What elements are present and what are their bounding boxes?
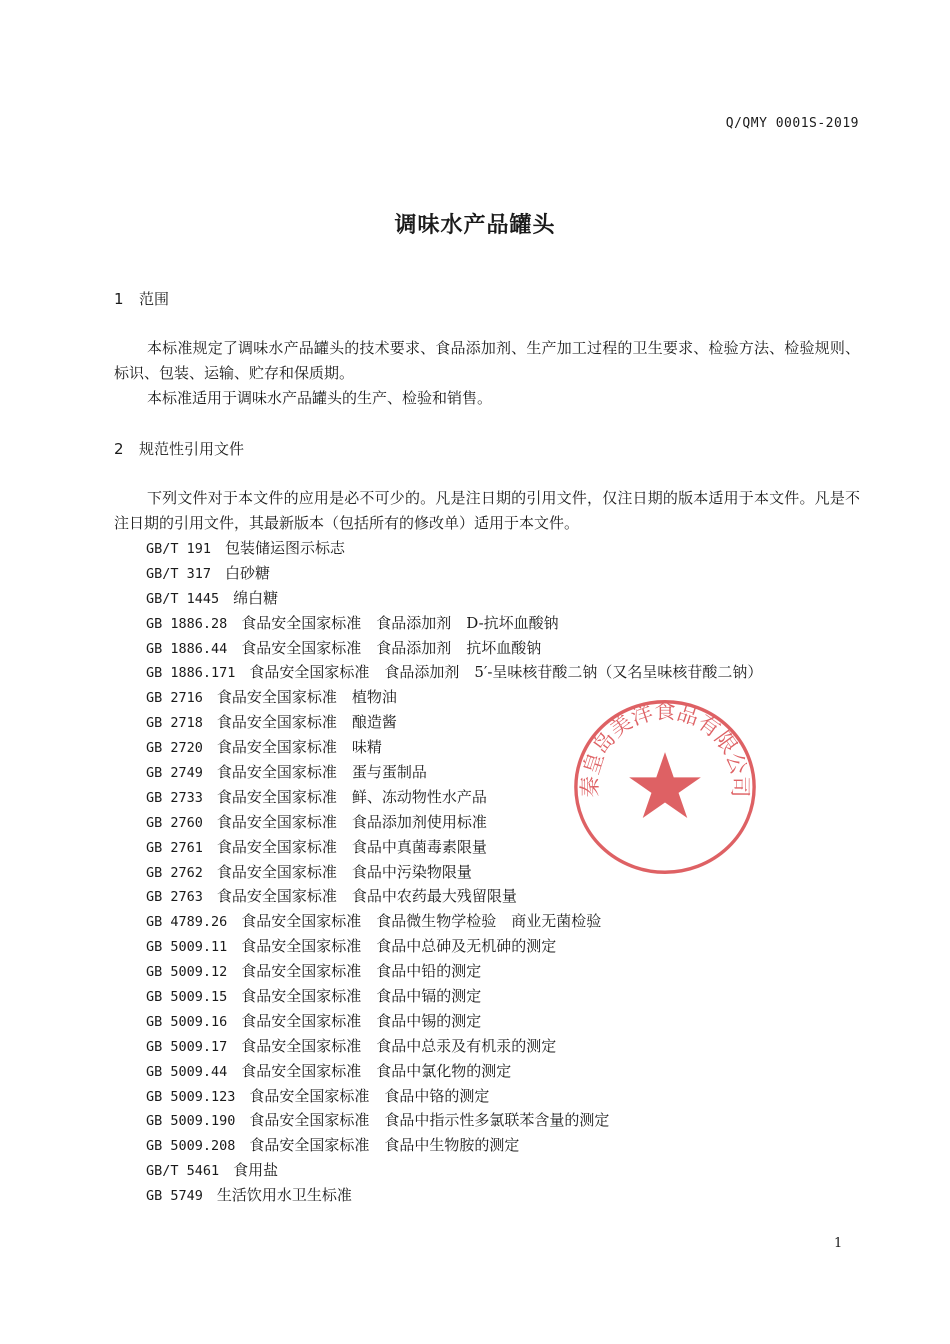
reference-item bbox=[146, 884, 762, 909]
reference-title: 食品安全国家标准 食品添加剂 5′-呈味核苷酸二钠（又名呈味核苷酸二钠） bbox=[249, 663, 763, 682]
section-2-heading bbox=[114, 438, 244, 459]
reference-title: 包装储运图示标志 bbox=[225, 539, 346, 557]
reference-item bbox=[146, 1133, 762, 1158]
reference-code: GB 5009.190 bbox=[146, 1113, 236, 1130]
reference-code: GB 5009.11 bbox=[146, 939, 228, 956]
reference-code: GB 2733 bbox=[146, 789, 203, 806]
reference-code: GB 5009.12 bbox=[146, 964, 228, 981]
reference-title: 食用盐 bbox=[233, 1161, 279, 1180]
reference-title: 食品安全国家标准 食品微生物学检验 商业无菌检验 bbox=[241, 912, 602, 931]
reference-item bbox=[146, 1084, 762, 1109]
reference-code: GB 5009.123 bbox=[146, 1088, 236, 1105]
reference-item bbox=[146, 1183, 762, 1208]
section-number: 2 bbox=[114, 440, 124, 458]
reference-title: 食品安全国家标准 食品中锡的测定 bbox=[241, 1011, 482, 1030]
references-intro-paragraph: 下列文件对于本文件的应用是必不可少的。凡是注日期的引用文件，仅注日期的版本适用于本文件。凡是不注日期的引用文件，其最新版本（包括所有的修改单）适用于本文件。 bbox=[114, 489, 860, 532]
reference-code: GB 2720 bbox=[146, 740, 203, 757]
reference-code: GB/T 5461 bbox=[146, 1163, 220, 1180]
reference-title: 食品安全国家标准 食品中镉的测定 bbox=[241, 987, 482, 1006]
reference-item bbox=[146, 909, 762, 934]
reference-title: 食品安全国家标准 酿造酱 bbox=[216, 713, 397, 732]
reference-title: 食品安全国家标准 食品中农药最大残留限量 bbox=[216, 887, 517, 906]
reference-code: GB 5009.15 bbox=[146, 989, 228, 1006]
reference-item bbox=[146, 586, 762, 611]
seal-star-icon bbox=[629, 752, 701, 818]
reference-code: GB 2718 bbox=[146, 715, 203, 732]
scope-paragraph-1: 本标准规定了调味水产品罐头的技术要求、食品添加剂、生产加工过程的卫生要求、检验方法、检验规则、标识、包装、运输、贮存和保质期。 bbox=[114, 339, 860, 382]
reference-title: 食品安全国家标准 食品中铅的测定 bbox=[241, 962, 482, 981]
reference-title: 食品安全国家标准 鲜、冻动物性水产品 bbox=[216, 787, 487, 806]
reference-title: 食品安全国家标准 食品中生物胺的测定 bbox=[249, 1136, 520, 1155]
reference-item bbox=[146, 1108, 762, 1133]
reference-code: GB 5009.16 bbox=[146, 1013, 228, 1030]
reference-code: GB 2762 bbox=[146, 864, 203, 881]
reference-title: 食品安全国家标准 食品中总汞及有机汞的测定 bbox=[241, 1036, 557, 1055]
reference-code: GB/T 191 bbox=[146, 541, 212, 557]
reference-title: 食品安全国家标准 味精 bbox=[216, 738, 382, 757]
reference-title: 食品安全国家标准 食品中真菌毒素限量 bbox=[216, 837, 487, 856]
reference-code: GB 5009.17 bbox=[146, 1038, 228, 1055]
scope-paragraph-2: 本标准适用于调味水产品罐头的生产、检验和销售。 bbox=[147, 389, 493, 407]
reference-code: GB 1886.171 bbox=[146, 665, 236, 682]
reference-item bbox=[146, 660, 762, 685]
reference-code: GB 5009.44 bbox=[146, 1063, 228, 1080]
reference-title: 食品安全国家标准 食品添加剂 D-抗坏血酸钠 bbox=[241, 613, 559, 632]
reference-item bbox=[146, 934, 762, 959]
reference-item bbox=[146, 984, 762, 1009]
reference-item bbox=[146, 959, 762, 984]
reference-item bbox=[146, 1059, 762, 1084]
reference-title: 食品安全国家标准 蛋与蛋制品 bbox=[216, 763, 427, 782]
section-number: 1 bbox=[114, 290, 124, 308]
reference-title: 食品安全国家标准 食品中总砷及无机砷的测定 bbox=[241, 937, 557, 956]
reference-code: GB 5009.208 bbox=[146, 1138, 236, 1155]
reference-code: GB 2749 bbox=[146, 765, 203, 782]
reference-item bbox=[146, 1009, 762, 1034]
reference-code: GB 2761 bbox=[146, 839, 203, 856]
reference-item bbox=[146, 1158, 762, 1183]
reference-code: GB 1886.28 bbox=[146, 615, 228, 632]
page-number: 1 bbox=[834, 1236, 843, 1251]
seal-text: 秦皇岛美洋食品有限公司 bbox=[578, 699, 752, 798]
section-title: 规范性引用文件 bbox=[139, 440, 245, 458]
reference-item bbox=[146, 636, 762, 661]
reference-title: 生活饮用水卫生标准 bbox=[216, 1186, 352, 1205]
reference-title: 食品安全国家标准 食品添加剂 抗坏血酸钠 bbox=[241, 638, 542, 657]
reference-code: GB 2760 bbox=[146, 814, 203, 831]
reference-code: GB 4789.26 bbox=[146, 914, 228, 931]
reference-item bbox=[146, 1034, 762, 1059]
reference-code: GB 5749 bbox=[146, 1188, 203, 1205]
section-title: 范围 bbox=[139, 290, 170, 308]
reference-code: GB 2716 bbox=[146, 690, 203, 707]
reference-title: 白砂糖 bbox=[225, 563, 271, 582]
reference-code: GB 1886.44 bbox=[146, 640, 228, 657]
reference-code: GB/T 317 bbox=[146, 565, 212, 582]
reference-title: 食品安全国家标准 食品中指示性多氯联苯含量的测定 bbox=[249, 1111, 610, 1130]
reference-item bbox=[146, 536, 762, 561]
reference-code: GB 2763 bbox=[146, 889, 203, 906]
reference-title: 食品安全国家标准 食品中污染物限量 bbox=[216, 862, 472, 881]
reference-item bbox=[146, 561, 762, 586]
reference-title: 食品安全国家标准 食品添加剂使用标准 bbox=[216, 812, 487, 831]
document-title: 调味水产品罐头 bbox=[394, 213, 556, 238]
reference-title: 食品安全国家标准 植物油 bbox=[216, 688, 397, 707]
reference-item bbox=[146, 611, 762, 636]
company-seal bbox=[568, 694, 762, 880]
reference-title: 食品安全国家标准 食品中氯化物的测定 bbox=[241, 1061, 512, 1080]
reference-title: 绵白糖 bbox=[233, 588, 279, 607]
reference-code: GB/T 1445 bbox=[146, 590, 220, 607]
section-1-heading bbox=[114, 288, 169, 309]
document-code: Q/QMY 0001S-2019 bbox=[725, 116, 859, 131]
reference-title: 食品安全国家标准 食品中铬的测定 bbox=[249, 1086, 490, 1105]
